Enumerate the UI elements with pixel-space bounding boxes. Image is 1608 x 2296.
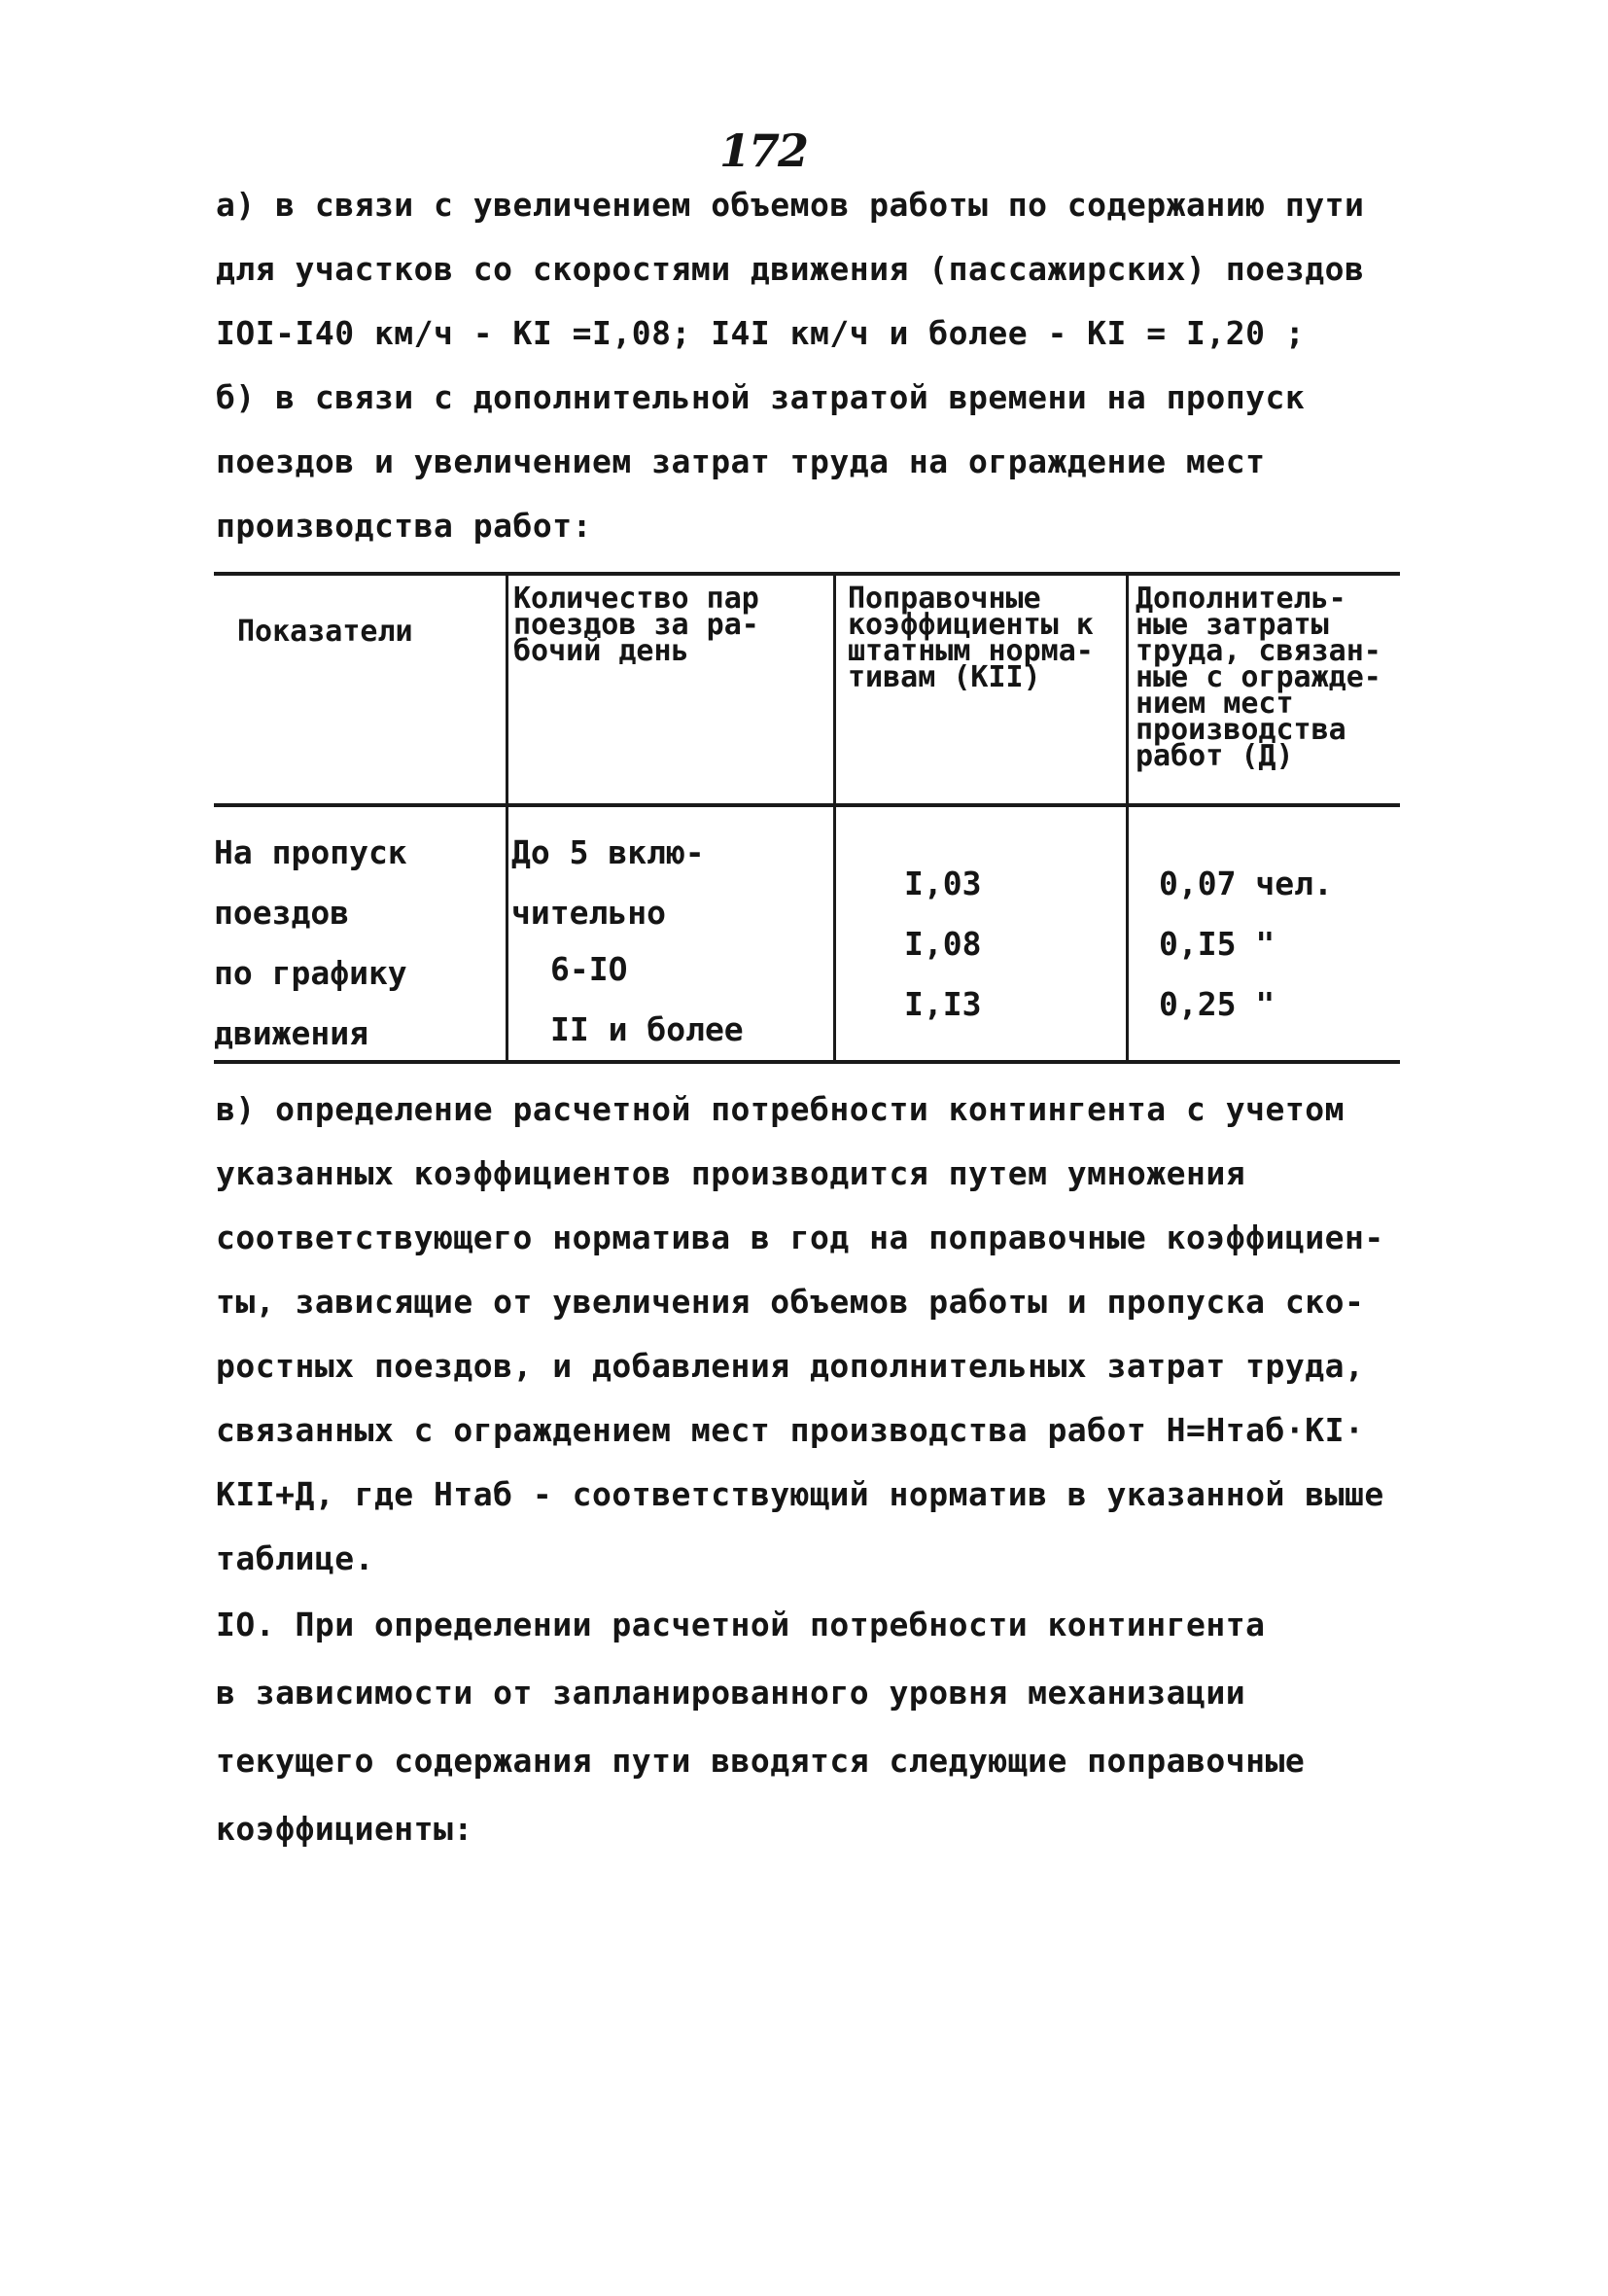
header-line: бочий день <box>513 634 689 668</box>
coefficients-table <box>214 572 1400 1064</box>
header-line: ные затраты <box>1136 608 1329 642</box>
table-divider <box>833 572 836 1064</box>
header-line: работ (Д) <box>1136 739 1294 773</box>
row1-coefficient: I,03 <box>904 865 982 902</box>
text-line: связанных с ограждением мест производства работ Н=Нтаб·КI· <box>216 1411 1365 1449</box>
row2-additional-labor: 0,I5 " <box>1159 925 1276 963</box>
row3-additional-labor: 0,25 " <box>1159 985 1276 1023</box>
paragraph-a-b <box>216 173 1421 558</box>
header-additional-labor <box>1136 582 1381 773</box>
table-rule-header <box>214 803 1400 807</box>
header-line: ные с огражде- <box>1136 660 1381 694</box>
row1-train-pairs <box>511 823 705 943</box>
text-line: ростных поездов, и добавления дополнительных затрат труда, <box>216 1347 1365 1385</box>
row3-train-pairs: II и более <box>550 1010 744 1048</box>
table-divider <box>1126 572 1129 1064</box>
indicator-line: движения <box>214 1014 368 1052</box>
header-indicators <box>237 615 413 649</box>
indicator-cell <box>214 823 407 1064</box>
header-correction-coefficients <box>848 582 1094 694</box>
text-line: указанных коэффициентов производится путем умножения <box>216 1154 1246 1192</box>
cell-line: чительно <box>511 894 666 932</box>
header-line: Дополнитель- <box>1136 582 1346 616</box>
header-train-pairs <box>513 582 759 668</box>
header-line: коэффициенты к <box>848 608 1094 642</box>
header-line: поездов за ра- <box>513 608 759 642</box>
text-line: коэффициенты: <box>216 1810 473 1848</box>
text-line: ты, зависящие от увеличения объемов работы и пропуска ско- <box>216 1283 1365 1321</box>
header-line: нием мест <box>1136 687 1294 721</box>
header-line: труда, связан- <box>1136 634 1381 668</box>
indicator-line: по графику <box>214 954 407 992</box>
text-line: для участков со скоростями движения (пассажирских) поездов <box>216 250 1365 288</box>
text-line: IO. При определении расчетной потребности контингента <box>216 1606 1266 1643</box>
text-line: в зависимости от запланированного уровня механизации <box>216 1674 1246 1712</box>
cell-line: До 5 вклю- <box>511 833 705 871</box>
paragraph-10 <box>216 1591 1421 1863</box>
row2-train-pairs: 6-IO <box>550 950 628 988</box>
header-line: Количество пар <box>513 582 759 616</box>
text-line: б) в связи с дополнительной затратой времени на пропуск <box>216 378 1306 416</box>
text-line: поездов и увеличением затрат труда на ограждение мест <box>216 442 1266 480</box>
header-line: штатным норма- <box>848 634 1094 668</box>
indicator-line: На пропуск <box>214 833 407 871</box>
row2-coefficient: I,08 <box>904 925 982 963</box>
table-rule-top <box>214 572 1400 576</box>
header-line: Поправочные <box>848 582 1041 616</box>
header-line: тивам (КII) <box>848 660 1041 694</box>
text-line: текущего содержания пути вводятся следующие поправочные <box>216 1742 1306 1780</box>
text-line: производства работ: <box>216 507 592 545</box>
row1-additional-labor: 0,07 чел. <box>1159 865 1333 902</box>
page-number: 172 <box>719 124 808 177</box>
header-line: Показатели <box>237 615 413 649</box>
indicator-line: поездов <box>214 894 350 932</box>
text-line: КII+Д, где Нтаб - соответствующий норматив в указанной выше <box>216 1475 1384 1513</box>
text-line: а) в связи с увеличением объемов работы по содержанию пути <box>216 186 1365 224</box>
text-line: соответствующего норматива в год на поправочные коэффициен- <box>216 1219 1384 1256</box>
paragraph-v <box>216 1077 1421 1591</box>
text-line: IOI-I40 км/ч - КI =I,08; I4I км/ч и более - КI = I,20 ; <box>216 314 1306 352</box>
table-divider <box>506 572 508 1064</box>
row3-coefficient: I,I3 <box>904 985 982 1023</box>
text-line: таблице. <box>216 1539 374 1577</box>
text-line: в) определение расчетной потребности контингента с учетом <box>216 1090 1345 1128</box>
header-line: производства <box>1136 713 1346 747</box>
